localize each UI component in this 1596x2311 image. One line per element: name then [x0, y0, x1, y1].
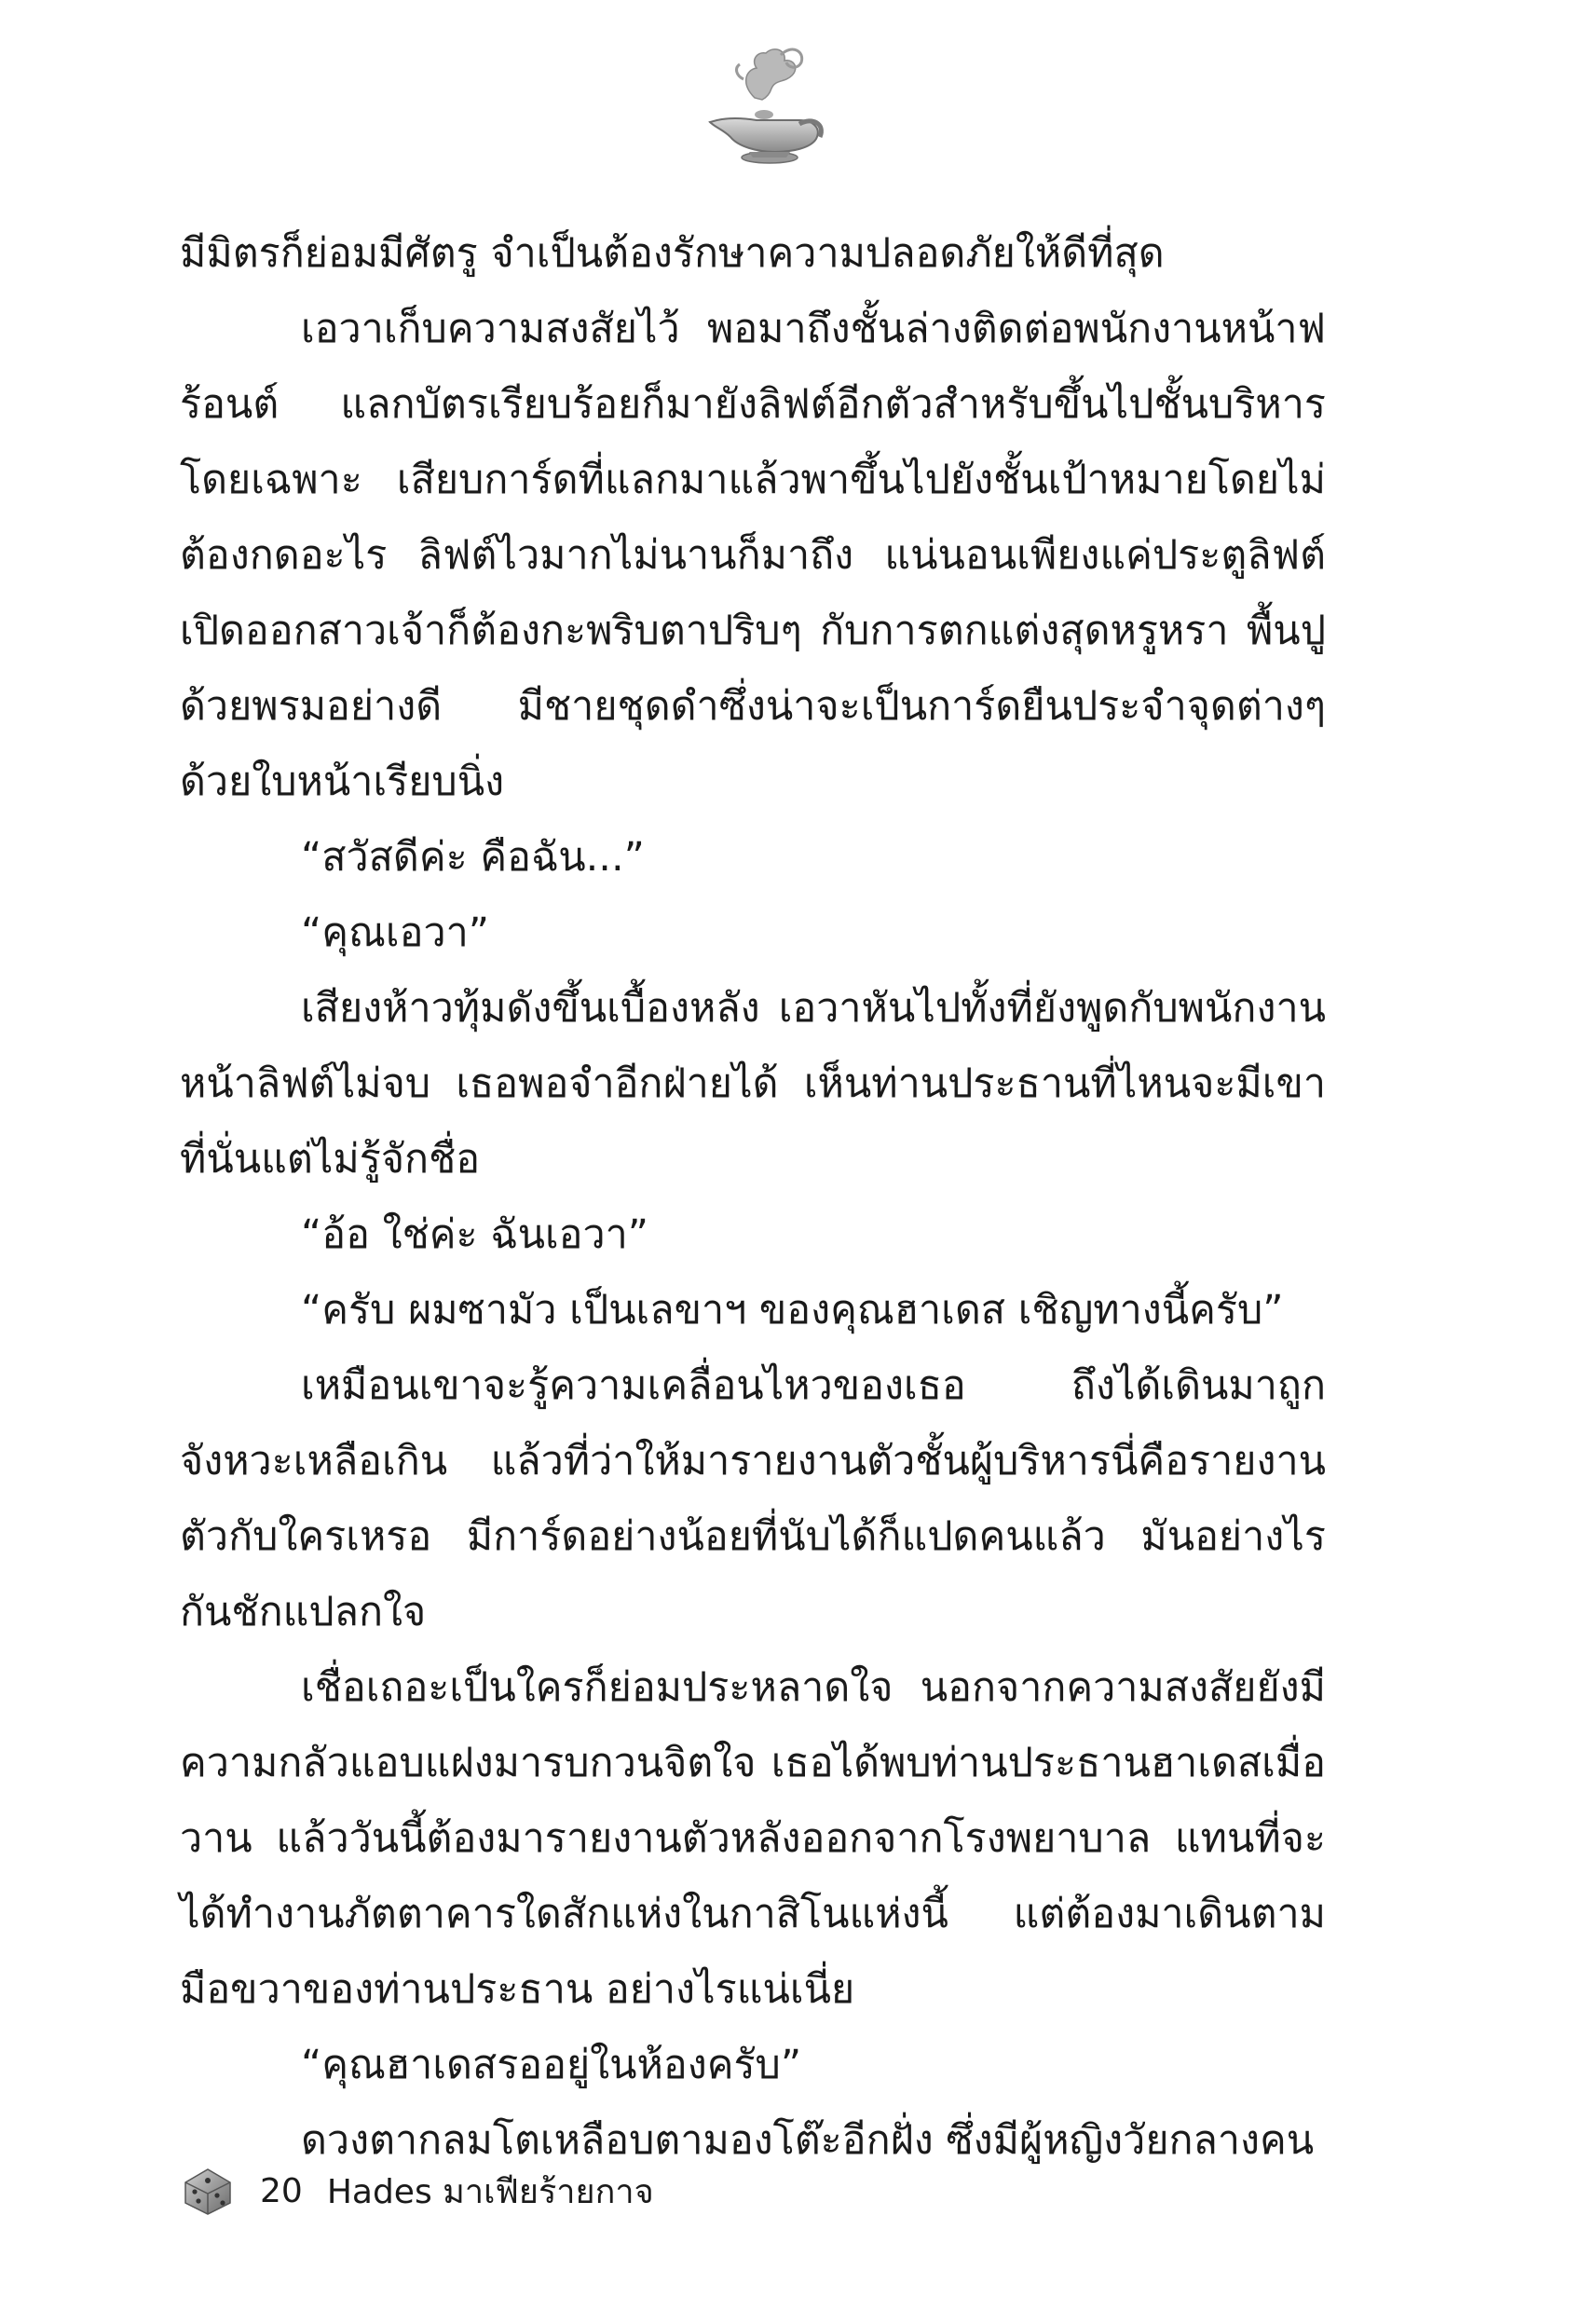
dice-icon [180, 2164, 234, 2218]
paragraph-10: “คุณฮาเดสรออยู่ในห้องครับ” [301, 2042, 802, 2088]
paragraph-5: เสียงห้าวทุ้มดังขึ้นเบื้องหลัง เอวาหันไปทั้งที่ยังพูดกับพนักงานหน้าลิฟต์ไม่จบ เธอพอจำอีกฝ่ายได้ เห็นท่านประธานที่ไหนจะมีเขาที่นั่นแต่ไม่รู้จักชื่อ [180, 985, 1326, 1183]
paragraph-4: “คุณเอวา” [301, 909, 490, 956]
paragraph-7: “ครับ ผมซามัว เป็นเลขาฯ ของคุณฮาเดส เชิญทางนี้ครับ” [301, 1287, 1284, 1333]
book-title: Hades มาเฟียร้ายกาจ [326, 2172, 654, 2211]
page-footer [180, 2158, 654, 2223]
genie-lamp-icon [689, 42, 829, 168]
paragraph-11: ดวงตากลมโตเหลือบตามองโต๊ะอีกฝั่ง ซึ่งมีผู้หญิงวัยกลางคน [301, 2117, 1315, 2164]
paragraph-6: “อ้อ ใช่ค่ะ ฉันเอวา” [301, 1211, 649, 1258]
page-number: 20 [260, 2171, 303, 2210]
paragraph-9: เชื่อเถอะเป็นใครก็ย่อมประหลาดใจ นอกจากความสงสัยยังมีความกลัวแอบแฝงมารบกวนจิตใจ เธอได้พบท่านประธานฮาเดสเมื่อวาน แล้ววันนี้ต้องมารายงานตัวหลังออกจากโรงพยาบาล แทนที่จะได้ทำงานภัตตาคารใดสักแห่งในกาสิโนแห่งนี้ แต่ต้องมาเดินตามมือขวาของท่านประธาน อย่างไรแน่เนี่ย [180, 1664, 1326, 2013]
body-text [180, 216, 1326, 2179]
paragraph-1: มีมิตรก็ย่อมมีศัตรู จำเป็นต้องรักษาความปลอดภัยให้ดีที่สุด [180, 230, 1165, 277]
paragraph-8: เหมือนเขาจะรู้ความเคลื่อนไหวของเธอ ถึงได้เดินมาถูกจังหวะเหลือเกิน แล้วที่ว่าให้มารายงานตัวชั้นผู้บริหารนี่คือรายงานตัวกับใครเหรอ มีการ์ดอย่างน้อยที่นับได้ก็แปดคนแล้ว มันอย่างไรกันชักแปลกใจ [180, 1362, 1326, 1635]
paragraph-2: เอวาเก็บความสงสัยไว้ พอมาถึงชั้นล่างติดต่อพนักงานหน้าฟร้อนต์ แลกบัตรเรียบร้อยก็มายังลิฟต์อีกตัวสำหรับขึ้นไปชั้นบริหารโดยเฉพาะ เสียบการ์ดที่แลกมาแล้วพาขึ้นไปยังชั้นเป้าหมายโดยไม่ต้องกดอะไร ลิฟต์ไวมากไม่นานก็มาถึง แน่นอนเพียงแค่ประตูลิฟต์เปิดออกสาวเจ้าก็ต้องกะพริบตาปริบๆ กับการตกแต่งสุดหรูหรา พื้นปูด้วยพรมอย่างดี มีชายชุดดำซึ่งน่าจะเป็นการ์ดยืนประจำจุดต่างๆ ด้วยใบหน้าเรียบนิ่ง [180, 306, 1326, 805]
paragraph-3: “สวัสดีค่ะ คือฉัน...” [301, 834, 645, 881]
